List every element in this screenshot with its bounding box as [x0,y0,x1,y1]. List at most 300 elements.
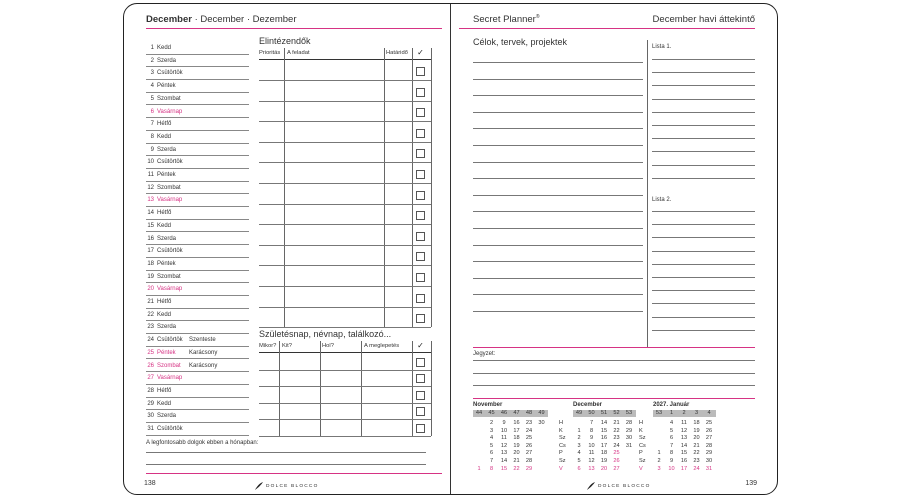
day-name: Hétfő [157,210,172,217]
calendar-day: 25 [613,450,620,457]
todo-checkbox[interactable] [416,170,425,179]
calendar-day: 19 [600,458,608,464]
day-number: 27 [147,375,154,382]
todo-row-line [259,327,431,328]
day-name: Hétfő [157,387,172,394]
logo-text: DOLCE BLOCCO [598,484,651,489]
calendar-day: 27 [705,435,713,442]
calendar-day: 2 [657,458,661,464]
todo-row-line [259,265,431,266]
calendar-day: 22 [693,450,700,457]
goals-line [473,128,643,129]
todo-col-divider [431,48,432,327]
footer-pink-rule [146,473,442,474]
day-name: Csütörtök [157,337,183,344]
calendar-day: 6 [669,435,674,442]
birthday-row-line [259,370,431,371]
day-row [146,220,249,233]
goals-line [473,278,643,279]
week-number: 47 [513,410,520,416]
calendar-day: 13 [500,450,508,457]
week-number: 50 [588,410,595,416]
calendar-day: 13 [588,465,595,472]
calendar-day: 6 [489,450,494,457]
goals-title: Célok, tervek, projektek [473,37,568,47]
calendar-day: 27 [613,465,620,472]
footer-important-label: A legfontosabb dolgok ebben a hónapban: [146,440,259,446]
day-row [146,42,249,55]
day-number: 12 [147,184,154,191]
logo-text: DOLCE BLOCCO [266,484,319,489]
day-name: Csütörtök [157,426,183,432]
calendar-day: 7 [669,442,674,449]
day-row [146,410,249,423]
calendar-day: 29 [625,427,633,434]
day-row [146,334,249,347]
day-name: Hétfő [157,121,172,128]
birthday-row-line [259,403,431,404]
calendar-day: 20 [513,450,520,457]
day-number: 4 [150,83,154,90]
calendar-day: 16 [680,458,688,464]
calendar-day: 28 [705,442,713,449]
todo-checkbox[interactable] [416,88,425,97]
footer-line [146,452,426,453]
list2-line [652,224,755,225]
day-number: 8 [150,133,154,140]
todo-row-line [259,286,431,287]
todo-row-line [259,204,431,205]
weekday-label: V [559,465,563,472]
todo-checkbox[interactable] [416,294,425,303]
day-row [146,385,249,398]
feather-icon [586,481,596,491]
day-name: Szombat [157,184,181,191]
day-row [146,283,249,296]
calendar-day: 28 [525,458,533,464]
day-row [146,296,249,309]
day-row [146,182,249,195]
day-number: 18 [147,260,154,267]
calendar-day: 6 [577,465,581,472]
day-name: Hétfő [157,299,172,305]
birthday-checkbox[interactable] [416,374,425,383]
day-name: Péntek [157,349,176,356]
weekday-label: Cs [559,442,566,449]
day-row [146,156,249,169]
calendar-day: 22 [513,465,520,472]
day-number: 5 [150,95,154,102]
todo-col-task: A feladat [287,50,310,56]
day-name: Kedd [157,311,172,318]
todo-row-line [259,80,431,81]
weekday-label: Sz [559,435,566,442]
day-row [146,106,249,119]
birthday-col-when: Mikor? [259,343,277,349]
birthday-checkbox[interactable] [416,391,425,400]
todo-checkbox[interactable] [416,252,425,261]
list1-line [652,112,755,113]
day-number: 28 [147,387,154,394]
day-number: 10 [147,159,154,166]
todo-col-deadline: Határidő [386,50,408,56]
goals-line [473,62,643,63]
calendar-day: 24 [525,427,533,434]
calendar-day: 3 [489,427,494,434]
day-number: 14 [147,210,154,217]
notes-line [473,373,755,374]
day-row [146,131,249,144]
list1-line [652,151,755,152]
calendar-day: 11 [501,435,507,442]
goals-line [473,245,643,246]
day-name: Szombat [157,362,181,369]
day-number: 22 [147,311,154,318]
calendar-day: 17 [513,427,520,434]
todo-checkbox[interactable] [416,191,425,200]
dolce-blocco-logo [598,484,651,489]
birthday-row-line [259,419,431,420]
day-number: 17 [147,248,154,255]
list1-line [652,72,755,73]
birthday-col-divider [412,341,413,436]
calendar-day: 30 [705,458,713,464]
calendar-day: 25 [705,420,713,426]
day-row [146,80,249,93]
day-row [146,118,249,131]
list2-label: Lista 2. [652,197,672,203]
day-note: Karácsony [189,349,218,356]
planner-title-text: Secret Planner [473,14,536,26]
goals-line [473,261,643,262]
mini-calendar-title: November [473,402,503,408]
day-name: Szombat [157,273,181,280]
day-number: 31 [147,426,154,432]
day-row [146,321,249,334]
week-number: 1 [669,410,674,416]
day-note: Szenteste [189,337,216,344]
day-number: 26 [147,362,154,369]
goals-line [473,294,643,295]
day-name: Péntek [157,83,176,90]
day-number: 16 [147,235,154,242]
list2-line [652,303,755,304]
calendar-day: 4 [577,450,581,457]
goals-line [473,79,643,80]
day-number: 11 [147,172,154,178]
weekday-label: V [639,465,643,472]
goals-line [473,211,643,212]
week-number: 49 [538,410,545,416]
calendar-day: 29 [705,450,713,457]
calendar-day: 8 [489,465,494,472]
day-name: Csütörtök [157,248,183,255]
calendar-day: 9 [502,420,506,426]
calendar-day: 1 [657,450,661,457]
day-number: 6 [150,108,154,115]
calendar-day: 15 [500,465,508,472]
goals-line [473,311,643,312]
day-row [146,258,249,271]
weekday-label: H [639,420,644,426]
calendar-day: 10 [588,442,595,449]
page-number-left: 138 [144,480,156,487]
left-page [124,4,450,494]
weekday-label: H [559,420,564,426]
day-number: 2 [150,57,154,64]
list2-line [652,211,755,212]
list2-line [652,330,755,331]
registered-mark: ® [535,14,540,20]
weekday-label: Sz [639,435,646,442]
todo-col-priority: Prioritás [259,50,281,56]
calendar-day: 18 [513,435,520,442]
list1-line [652,99,755,100]
open-planner-book [123,3,778,495]
calendar-day: 31 [625,442,633,449]
calendar-day: 5 [489,442,494,449]
calendar-day: 12 [588,458,595,464]
birthday-checkbox[interactable] [416,424,425,433]
calendar-day: 9 [669,458,674,464]
todo-checkbox[interactable] [416,273,425,282]
list1-line [652,125,755,126]
week-number: 3 [694,410,699,416]
weekday-label: K [639,427,643,434]
day-name: Vasárnap [157,375,183,382]
calendar-day: 25 [525,435,533,442]
day-name: Szerda [157,235,177,242]
day-number: 3 [150,70,154,77]
weekday-label: Sz [639,458,646,464]
calendar-day: 10 [668,465,675,472]
list1-label: Lista 1. [652,44,672,50]
day-row [146,309,249,322]
notes-label: Jegyzet: [473,351,496,357]
day-row [146,245,249,258]
list1-line [652,178,755,179]
goals-line [473,228,643,229]
day-name: Szerda [157,324,177,331]
month-header-translations: · December · Dezember [191,14,297,25]
day-row [146,423,249,436]
week-number: 48 [525,410,533,416]
todo-checkbox[interactable] [416,108,425,117]
calendar-day: 16 [600,435,608,442]
calendar-day: 19 [513,442,520,449]
calendar-day: 10 [500,427,508,434]
todo-row-line [259,101,431,102]
calendar-day: 27 [525,450,533,457]
todo-checkbox[interactable] [416,149,425,158]
calendar-day: 16 [513,420,520,426]
week-number: 44 [475,410,483,416]
header-rule [146,28,442,29]
todo-row-line [259,307,431,308]
page-number-right: 139 [745,480,757,487]
list1-line [652,165,755,166]
calendar-day: 4 [669,420,674,426]
day-name: Csütörtök [157,70,183,77]
calendar-day: 23 [525,420,533,426]
calendar-day: 5 [669,427,674,434]
week-number: 53 [625,410,633,416]
calendar-day: 8 [589,427,594,434]
calendar-day: 24 [613,442,620,449]
calendar-day: 5 [577,458,581,464]
day-row [146,207,249,220]
calendar-day: 9 [589,435,594,442]
birthday-row-line [259,386,431,387]
day-name: Szerda [157,413,177,420]
calendar-day: 15 [680,450,688,457]
weekday-label: K [559,427,563,434]
overview-title: December havi áttekintő [652,14,755,25]
birthday-checkbox[interactable] [416,407,425,416]
day-number: 30 [147,413,154,420]
week-number: 4 [707,410,711,416]
birthday-check-icon: ✓ [417,341,424,350]
goals-line [473,112,643,113]
birthday-header-rule [259,352,431,353]
day-number: 29 [147,400,154,407]
todo-check-icon: ✓ [417,48,424,57]
calendar-day: 3 [657,465,661,472]
weekday-label: P [559,450,563,457]
day-name: Csütörtök [157,159,183,166]
calendar-day: 26 [705,427,713,434]
calendar-day: 4 [489,435,494,442]
calendar-day: 21 [513,458,520,464]
day-name: Kedd [157,400,172,407]
day-row [146,55,249,68]
todo-checkbox[interactable] [416,314,425,323]
goals-list-divider [647,40,648,347]
calendar-day: 24 [693,465,700,472]
list2-line [652,317,755,318]
list2-line [652,264,755,265]
list2-line [652,290,755,291]
week-number: 49 [575,410,583,416]
day-number: 1 [150,45,154,51]
calendar-day: 8 [669,450,674,457]
calendar-day: 11 [588,450,595,457]
goals-line [473,195,643,196]
week-number: 52 [613,410,620,416]
goals-line [473,145,643,146]
day-name: Kedd [157,133,172,140]
day-row [146,93,249,106]
goals-line [473,178,643,179]
goals-line [473,162,643,163]
todo-checkbox[interactable] [416,232,425,241]
calendar-day: 22 [613,427,620,434]
todo-checkbox[interactable] [416,67,425,76]
list2-line [652,237,755,238]
day-name: Szerda [157,57,177,64]
birthday-col-who: Kit? [282,343,292,349]
list2-line [652,251,755,252]
day-row [146,347,249,360]
birthday-col-surprise: A meglepetés [364,343,400,349]
calendar-day: 15 [600,427,608,434]
todo-row-line [259,245,431,246]
calendar-day: 17 [680,465,688,472]
month-header [146,14,296,25]
weekday-label: Sz [559,458,566,464]
calendar-day: 18 [693,420,700,426]
calendar-day: 21 [613,420,620,426]
day-name: Vasárnap [157,286,183,293]
day-name: Vasárnap [157,197,183,204]
birthday-checkbox[interactable] [416,358,425,367]
calendar-day: 17 [600,442,608,449]
birthday-col-divider [361,341,362,436]
planner-title [473,14,540,25]
todo-row-line [259,162,431,163]
header-rule [459,28,755,29]
calendar-day: 7 [589,420,594,426]
week-number: 51 [600,410,608,416]
calendar-day: 12 [500,442,508,449]
day-number: 23 [147,324,154,331]
day-row [146,233,249,246]
birthday-col-divider [431,341,432,436]
calendar-day: 26 [525,442,533,449]
day-number: 15 [147,222,154,229]
day-note: Karácsony [189,362,218,369]
calendar-day: 30 [625,435,633,442]
goals-line [473,95,643,96]
calendar-day: 7 [489,458,494,464]
day-name: Szerda [157,146,177,153]
todo-row-line [259,224,431,225]
calendar-day: 30 [538,420,545,426]
todo-checkbox[interactable] [416,129,425,138]
birthday-col-divider [279,341,280,436]
calendar-day: 29 [525,465,533,472]
calendar-day: 12 [680,427,688,434]
day-row [146,169,249,182]
calendar-day: 26 [613,458,620,464]
week-number: 53 [655,410,663,416]
day-number: 7 [150,121,154,128]
day-name: Szombat [157,95,181,102]
dolce-blocco-logo [266,484,319,489]
list2-line [652,277,755,278]
day-number: 25 [147,349,154,356]
month-header-bold: December [146,14,192,25]
notes-line [473,360,755,361]
day-row [146,67,249,80]
list1-line [652,85,755,86]
todo-checkbox[interactable] [416,211,425,220]
todo-row-line [259,142,431,143]
calendar-day: 3 [577,442,581,449]
day-row [146,144,249,157]
feather-icon [254,481,264,491]
calendar-day: 13 [680,435,688,442]
todo-header-rule [259,59,431,60]
day-name: Péntek [157,172,176,178]
todo-title: Elintézendők [259,36,311,46]
week-number: 45 [488,410,495,416]
day-number: 9 [150,146,154,153]
weekday-label: Cs [639,442,646,449]
calendar-day: 19 [693,427,700,434]
calendar-day: 11 [681,420,687,426]
calendar-day: 31 [705,465,713,472]
